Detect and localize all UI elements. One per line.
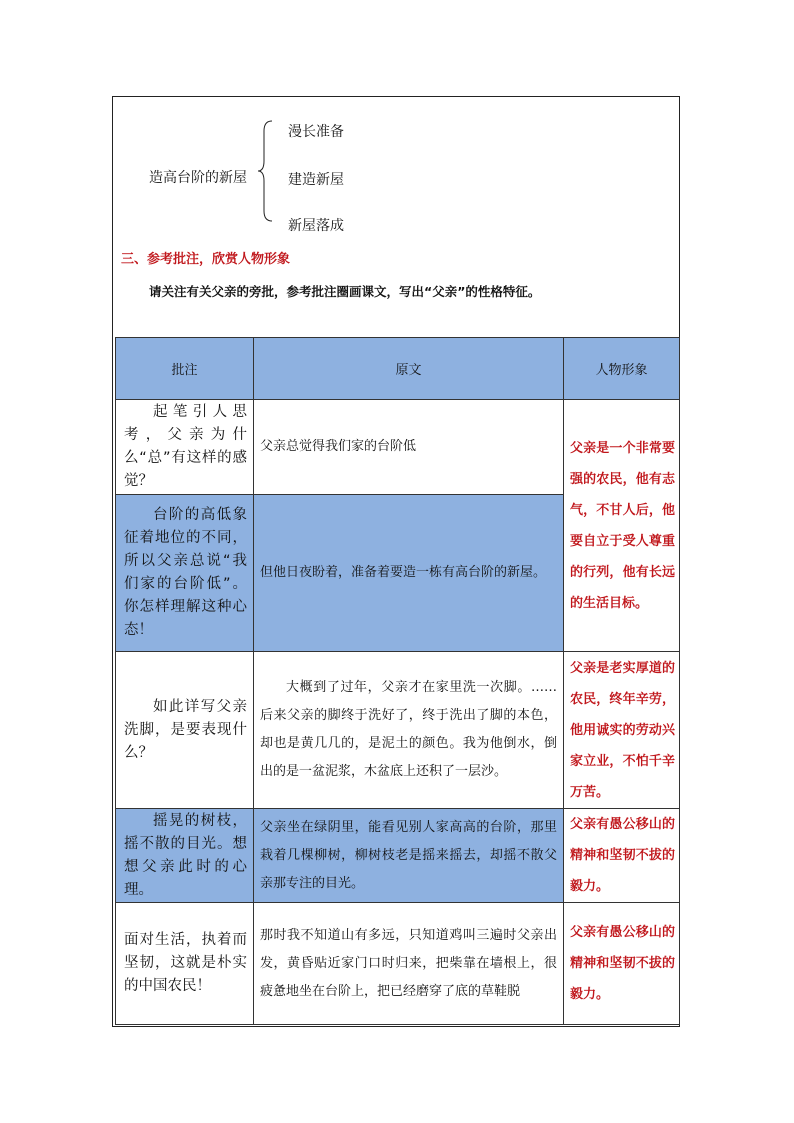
annotation-cell: 摇晃的树枝，摇不散的目光。想想父亲此时的心理。 [116,809,254,903]
document-frame [112,96,680,1027]
annotation-cell: 台阶的高低象征着地位的不同，所以父亲总说“我们家的台阶低”。你怎样理解这种心态！ [116,495,254,652]
curly-brace-icon [256,119,276,223]
column-header: 原文 [254,338,564,400]
outline-branch: 漫长准备 [288,124,344,140]
annotation-cell: 起笔引人思考，父亲为什么“总”有这样的感觉？ [116,400,254,495]
character-cell: 父亲有愚公移山的精神和坚韧不拔的毅力。 [564,903,680,1025]
section-heading: 三、参考批注，欣赏人物形象 [121,252,291,267]
character-cell: 父亲是一个非常要强的农民，他有志气，不甘人后，他要自立于受人尊重的行列，他有长远的生活目标。 [564,400,680,652]
outline-branch: 建造新屋 [288,172,344,188]
original-text-cell: 但他日夜盼着，准备着要造一栋有高台阶的新屋。 [254,495,564,652]
table-header-row [116,338,680,400]
original-text-cell: 那时我不知道山有多远，只知道鸡叫三遍时父亲出发，黄昏贴近家门口时归来，把柴靠在墙根上，很疲惫地坐在台阶上，把已经磨穿了底的草鞋脱 [254,903,564,1025]
outline-main-topic: 造高台阶的新屋 [149,170,247,186]
annotation-table [115,337,680,1025]
table-row [116,400,680,495]
character-cell: 父亲有愚公移山的精神和坚韧不拔的毅力。 [564,809,680,903]
outline-branch: 新屋落成 [288,218,344,234]
annotation-cell: 面对生活，执着而坚韧，这就是朴实的中国农民！ [116,903,254,1025]
structure-outline [113,97,679,337]
section-instruction: 请关注有关父亲的旁批，参考批注圈画课文，写出“父亲”的性格特征。 [149,284,541,299]
column-header: 批注 [116,338,254,400]
character-cell: 父亲是老实厚道的农民，终年辛劳，他用诚实的劳动兴家立业，不怕千辛万苦。 [564,652,680,809]
table-row [116,652,680,809]
column-header: 人物形象 [564,338,680,400]
original-text-cell: 父亲坐在绿阴里，能看见别人家高高的台阶，那里栽着几棵柳树，柳树枝老是摇来摇去，却摇不散父亲那专注的目光。 [254,809,564,903]
table-row [116,903,680,1025]
table-row [116,809,680,903]
annotation-cell: 如此详写父亲洗脚，是要表现什么？ [116,652,254,809]
original-text-cell: 大概到了过年，父亲才在家里洗一次脚。……后来父亲的脚终于洗好了，终于洗出了脚的本色，却也是黄几几的，是泥土的颜色。我为他倒水，倒出的是一盆泥浆，木盆底上还积了一层沙。 [254,652,564,809]
original-text-cell: 父亲总觉得我们家的台阶低 [254,400,564,495]
